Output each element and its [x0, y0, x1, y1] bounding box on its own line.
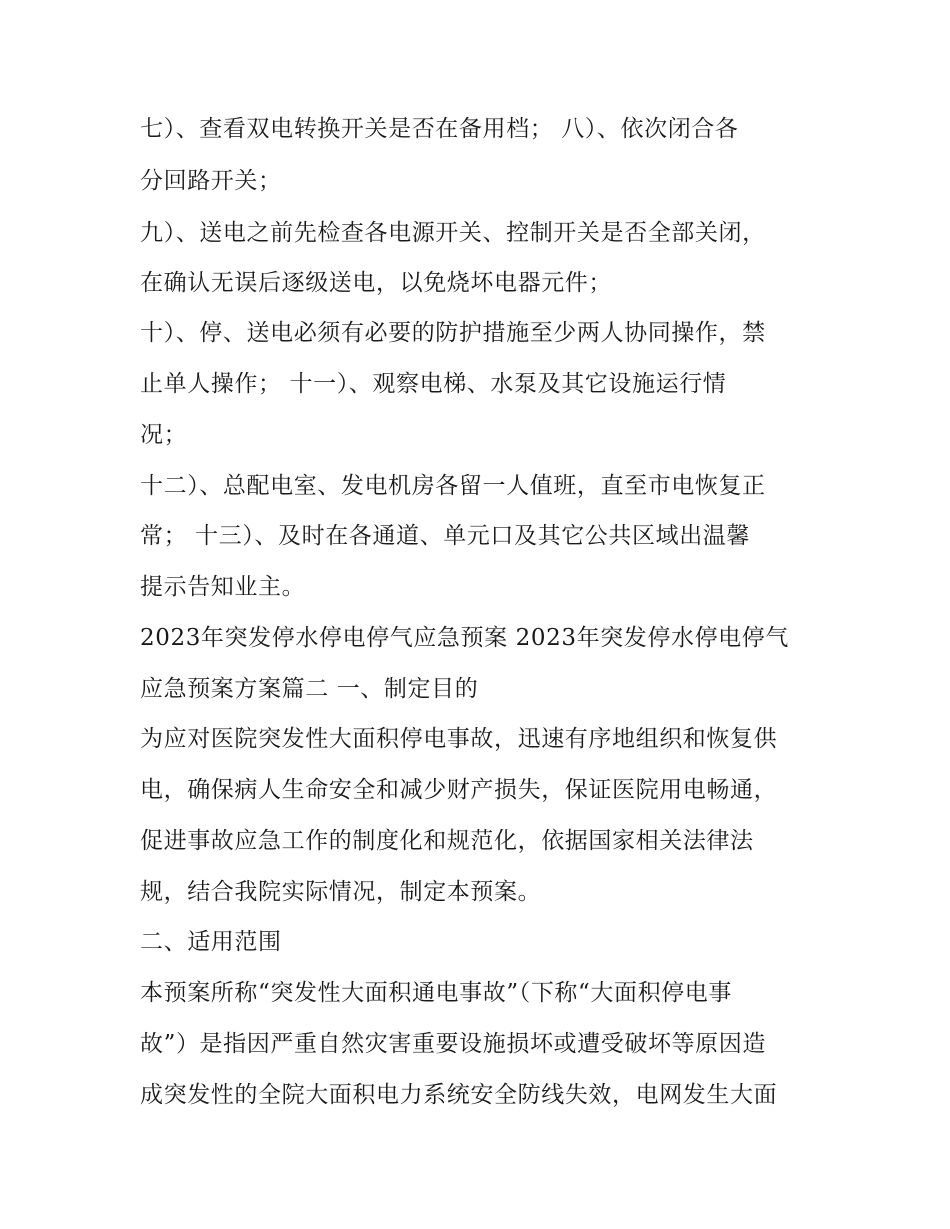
- text-line: 七）、查看双电转换开关是否在备用档； 八）、依次闭合各: [140, 116, 739, 142]
- text-line: 促进事故应急工作的制度化和规范化，依据国家相关法律法: [140, 828, 754, 854]
- text-line: 止单人操作； 十一）、观察电梯、水泵及其它设施运行情: [140, 371, 727, 397]
- text-line: 十）、停、送电必须有必要的防护措施至少两人协同操作，禁: [140, 320, 766, 346]
- text-line: 分回路开关；: [140, 168, 282, 194]
- text-line: 本预案所称“突发性大面积通电事故”（下称“大面积停电事: [140, 980, 732, 1006]
- text-line: 提示告知业主。: [140, 574, 306, 600]
- text-line: 况；: [140, 422, 188, 448]
- text-line: 成突发性的全院大面积电力系统安全防线失效，电网发生大面: [140, 1082, 778, 1108]
- text-line: 在确认无误后逐级送电，以免烧坏电器元件；: [140, 270, 612, 296]
- text-line: 为应对医院突发性大面积停电事故，迅速有序地组织和恢复供: [140, 726, 778, 752]
- text-line: 九）、送电之前先检查各电源开关、控制开关是否全部关闭，: [140, 220, 766, 246]
- text-line: 2023年突发停水停电停气应急预案 2023年突发停水停电停气: [140, 625, 789, 651]
- text-line: 常； 十三）、及时在各通道、单元口及其它公共区域出温馨: [140, 523, 751, 549]
- text-line: 规，结合我院实际情况，制定本预案。: [140, 879, 542, 905]
- section-heading: 二、适用范围: [140, 929, 282, 955]
- text-line: 故”）是指因严重自然灾害重要设施损坏或遭受破坏等原因造: [140, 1031, 766, 1057]
- text-line: 电，确保病人生命安全和减少财产损失，保证医院用电畅通，: [140, 777, 778, 803]
- text-line: 十二）、总配电室、发电机房各留一人值班，直至市电恢复正: [140, 473, 766, 499]
- text-line: 应急预案方案篇二 一、制定目的: [140, 676, 479, 702]
